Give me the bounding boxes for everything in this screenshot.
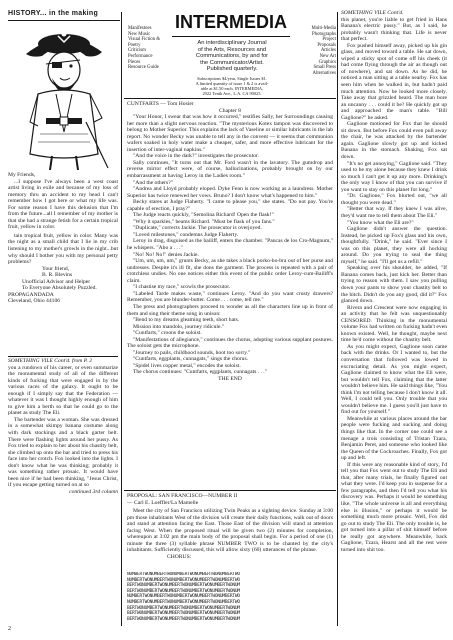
story-end: THE END <box>218 375 242 382</box>
story-paragraph: Mission into mandolo, journey ridicule." <box>133 323 225 330</box>
masthead-title: INTERMEDIA <box>175 12 287 32</box>
letter-greeting: My Friends, <box>8 172 36 178</box>
story-paragraph: "Why it sparkles," beams Richard. "Must be flask of you fans." <box>133 218 275 225</box>
right-paragraph: "Better that way. If they knew I was alive, they'd want me to tell them about The Eli." <box>341 206 447 219</box>
letter-block <box>8 172 118 305</box>
story-paragraph: "Your Honor, I swear that was how it occurred," testifies Sally, her Surroundings causing her more than a slight nervous reaction. "The mysterious Kotex tampon was discovered to belong to Mother Superior. This explains the lack of Vaseline or similar lubricants in the lab report. No wonder Becky was unable to tell any in the convent — it seems that communion wafers soaked in holy water make a cheaper, safer, and more effective lubricant for the insertion of inter-vaginal napkins." <box>127 114 333 153</box>
story-paragraph: "Cuntfarts," croons the soloist. <box>133 330 202 337</box>
right-paragraph: Gaglione motioned for Fox that he should sit down. But before Fox could even pull away the chair, he was attacked by the bartender again. Gaglione slowly got up and kicked Banana in the stomach. Shaking, Fox sat down. <box>341 121 447 161</box>
subtitle-line: Communications, by and for <box>195 53 269 60</box>
masthead-left-item: Performance <box>128 53 153 59</box>
letter-location: Cleveland, Ohio 44106 <box>8 298 61 305</box>
history-underline <box>8 20 120 21</box>
letter-title-2: To Everyone Absolutely Puzzled. <box>22 285 97 292</box>
letter-signature: B. R. Blevins <box>42 272 73 279</box>
subtitle-line: the Communicator/Artist. <box>200 59 264 66</box>
right-paragraph: As you might expect, Gaglione soon came back with the drinks. Or I wanted to, but the conversation that followed was lowed in excruciating detail. As you might expect, Gaglione claimed to know what the Eli were, but wouldn't tell Fox, claiming that the latter wouldn't believe him. He said things like, "You think I'm not telling because I don't know it all. Well, I could tell you. Only trouble that you wouldn't believe me. I guess you'll just have to find out for yourself." <box>341 343 447 416</box>
chorus-line: NUMBERTWONUMBERTWONUMBERTWONUMBERTWONUMBERTWO <box>127 594 240 600</box>
masthead-right-item: Articles <box>320 48 336 54</box>
story-paragraph: "I chastise my race," scowls the prosecutor. <box>133 284 231 291</box>
chorus-lines <box>127 572 333 622</box>
masthead-bottom-rule <box>124 98 336 99</box>
right-paragraph: Rivera and Crescent were now engaging in an activity that he felt was unquestionably CENSORED. Thinking in the monumental volume Fox had written on fucking hadn't even known existed. Well, he thought, maybe next time he'd come without the chastity belt. <box>341 304 447 344</box>
right-paragraph: "It's no get annoying," Gaglione said. "They used to be my alone because they knew I drink so much I can't get it up any more. Drinking's the only way I know of that you can survive if you want to stay on this planet for long." <box>341 160 447 193</box>
vile-right-column <box>341 10 447 553</box>
chorus-line: NUMBERTWONUMBERTWONUMBERTWONUMBERTWONUMBERTWO <box>127 572 240 577</box>
chorus-line: NUMBERTWONUMBERTWONUMBERTWONUMBERTWONUMBERTWO <box>127 599 240 605</box>
proposal-byline: — Carl E. Loeffler/La Mamelle <box>127 499 199 506</box>
right-paragraph: Meanwhile at various places around the bar people were fucking and sucking and doing things like that. In the corner one could see a menage a trois consisting of Tristan Tzara, Benjamin Peret, and someone who looked like the Queen of the Cockroaches. Finally, Fox got up and left. <box>341 415 447 462</box>
masthead-left-list <box>128 26 176 71</box>
story-paragraph: The Judge reacts quickly, "Semolina Richard! Open the flask!" <box>133 212 274 219</box>
chorus-label: CHORUS: <box>167 553 192 560</box>
masthead-left-item: Visual Fiction & <box>128 37 160 43</box>
story-paragraph: The press and photographers proceed to wonder as all the characters line up in front of them and sing their theme song in unison: <box>127 303 333 317</box>
story-paragraph: "Cuntfarts, eggplants, cunnagats," sings the chorus. <box>133 356 249 363</box>
subscription-line: 2922 Tenth Ave., L.A. CA 90025. <box>202 91 262 96</box>
proposal-heading: PROPOSAL: SAN FRANCISCO—NUMBER II <box>127 493 238 499</box>
story-chapter: Chapter 8 <box>219 107 241 114</box>
story-paragraph: Sally continues, "It turns out that Mr. Ford wasn't in the lavatory. The gumdrop and reverse mirror effect were, of course, hallucinations, probably brought on by our embarrassment at having Leroy in the Ladies room." <box>127 159 333 180</box>
right-paragraph: this planet, you're liable to get fried in Hans Banana's electric pussy." But, as I said, he probably wasn't thinking that. Life is never that perfect. <box>341 16 447 43</box>
proposal-paragraph: Meet the city of San Francisco utilizing Twin Peaks as a sighting device. Sunday at 3:00 pm those inhabitants West of the division will create their daily functions, walk out of doors and stand at attention facing the East. Those East of the division will stand at attention facing West. When the proposed ritual will be given two (2) minutes for completion, whereupon at 3:02 pm the main body of the proposal shall begin. For a period of one (1) minute the three (3) syllable phrase NUMBER TWO is to be chanted by the city's inhabitants. Sufficiently discussed, this will allow sixty (60) utterances of the phrase. <box>127 508 333 554</box>
right-heading: SOMETHING VILE Cont'd. <box>341 10 404 16</box>
story-paragraph: "No! No! No!" denies Jackie. <box>133 251 199 258</box>
story-heading: CUNTFARTS — Tom Hosier <box>127 101 194 107</box>
subtitle-line: of the Arts, Resources and <box>197 46 267 53</box>
story-paragraph: "And the others?" <box>133 179 173 186</box>
letter-closing: Your friend, <box>42 265 70 272</box>
letter-org: PROPAGANDADA <box>8 291 54 298</box>
subscription-line: A limited quantity of issue 1 & 2 is avail- <box>195 81 269 86</box>
vile-continued-heading: SOMETHING VILE Cont'd. from P. 2 <box>8 358 93 364</box>
masthead-left-item: Manifestoes <box>128 26 152 31</box>
story-paragraph: "And the voice in the dark?" investigates the prosecutor. <box>133 153 259 160</box>
subscription-line: Subscriptions $4/year, Single Issues $1. <box>197 76 267 81</box>
story-paragraph: "Bend to my dreams gleaming teeth, short hats. <box>133 317 240 324</box>
masthead-subscription <box>176 76 288 96</box>
masthead-left-item: Pieces <box>128 59 141 65</box>
pirate-illustration <box>16 22 112 170</box>
story-paragraph: "Um, um, um, um," grunts Becky, as she takes a black porko-bo-bra out of her purse and undresses. Despite it's ill fit, she dons the garment. The process is repeated with a pair of crotchless undies. No one notices either this event of the public order Leroy-cum-Bailiff's claim. <box>127 258 333 284</box>
story-paragraph: Leroy in drag, disguised as the bailiff, enters the chamber. "Pancas de los Cro-Magnum," he whispers. "Abo a . . ." <box>127 238 333 252</box>
right-paragraph: "You know what the Eli are?" <box>347 219 414 226</box>
cuntfarts-story <box>127 101 333 383</box>
story-paragraph: Becky stares at Judge Flaherty. "I came to please you," she states. "Do not pay. You're capable of erection, I pray?" <box>127 199 333 212</box>
left-column-divider <box>121 12 122 626</box>
subtitle-line: Published quarterly. <box>206 66 258 73</box>
story-paragraph: The chorus continues: "Cuntfarts, eggplants, cunnagats . . ." <box>133 369 267 376</box>
story-paragraph: "Manifestations of allegiance," continues the chorus, adopting various supplant postures. The soloist gets the microphone. <box>127 336 333 350</box>
right-paragraph: Gaglione didn't answer the question. Instead, he picked up Fox's glass and his own, thoughtfully. "Drink," he said. "Ever since I was on this planet, they were all hocking around. Do you trying to seal the thing myself," he said. "I'll get us a refill." <box>341 226 447 265</box>
chorus-line: BERTWONUMBERTWONUMBERTWONUMBERTWONUMBERTWONUM <box>127 605 240 611</box>
story-paragraph: "Journey to pails, childhood sounds, hoot too sorry." <box>133 349 251 356</box>
chorus-line: BERTWONUMBERTWONUMBERTWONUMBERTWONUMBERTWONUM <box>127 588 240 594</box>
chorus-line: BERTWONUMBERTWONUMBERTWONUMBERTWONUMBERTWONUM <box>127 616 240 622</box>
masthead-right-item: New Art <box>319 53 336 59</box>
pirate-drawing-icon <box>16 22 112 170</box>
chorus-line: NUMBERTWONUMBERTWONUMBERTWONUMBERTWONUMBERTWO <box>127 577 240 583</box>
right-paragraph: Fox pushed himself away, picked up his gin glass, and moved toward a table. He sat down, wiped a sticky spot of come off his cheek (it had come flying through the air as though out of nowhere), and sat down. As he did, he noticed a man sitting at a table nearby. Fox has seen him when he walked in, but hadn't paid much attention. Now he looked more closely. Take away that grizzled beard. The man bore an uncanny . . . could it be? He quickly got up and approached the man's table. "Bill Gaglione?" he asked. <box>341 42 447 121</box>
story-paragraph: "Spidel lives copper metal," encodes the soloist. <box>133 362 241 369</box>
subscription-line: able at $1.50 each. INTERMEDIA, <box>200 86 264 91</box>
right-paragraph: Speaking over his shoulder, he added, "If Banana comes back, just kick her. Better than trying to reason with them. I saw you pulling down your pants to show your chastity belt to the bitch. Didn't do you any good, did it?" Fox glanced down. <box>341 265 447 305</box>
continued-note: continued 3rd column <box>69 488 118 495</box>
masthead-left-item: Resource Guide <box>128 65 159 71</box>
masthead-subtitle <box>176 40 288 73</box>
subtitle-line: An interdisciplinary Journal <box>197 40 267 46</box>
vile-paragraph: The bartender was a woman. She was dressed in a somewhat skimpy banana costume along with dark stockings and a black garter belt. There were flashing lights around her pussy. As Fox tried to explain to her about his chastity belt, she climbed up onto the bar and tried to press his face into her crotch. Fox looked into the lights. I don't know what he was thinking; probably it was something rather prosaic. It would have been nice if he had been thinking, "Jesus Christ, if you escape getting turned on at so <box>8 416 118 489</box>
proposal-divider <box>124 490 336 491</box>
chorus-line: BERTWONUMBERTWONUMBERTWONUMBERTWONUMBERTWONUM <box>127 583 240 589</box>
masthead-right-item: Graphics <box>318 59 336 65</box>
masthead-right-item: Photographs <box>312 31 336 37</box>
right-paragraph: If this were any reasonable kind of story, I'd tell you that Fox went out to study The Eli and that, after many trials, he finally figured out what they were. I'd keep you in suspense for a few paragraphs, and then I'd tell you what his discovery was. Perhaps it would be something like, "The whole universe is all and everything else is illusion," or perhaps it would be something much more prosaic. Well, Fox did go out to study The Eli. The only trouble is, he got turned into a pillar of shit himself before he really got anywhere. Meanwhile, back Gaglione, Tzara, Hearst and all the rest were turned into shit too. <box>341 461 447 553</box>
masthead-right-item: Multi-Media <box>311 26 336 31</box>
masthead-right-item: Alternatives <box>312 70 336 76</box>
masthead-right-item: Small Press <box>313 65 336 71</box>
masthead-left-item: Criticism <box>128 48 146 54</box>
story-paragraph: "Andrea and Lloyd probably eloped. Dyke Fenn is now working as a laundress. Mother Superior has twice renewed her vows. Bruno? I don't know what's happened to him." <box>127 186 333 199</box>
right-column-divider <box>337 12 338 626</box>
right-paragraph: "Dr. Gaglione," Fox blurted out, "we all thought you were dead." <box>341 193 447 206</box>
chorus-line: BERTWONUMBERTWONUMBERTWONUMBERTWONUMBERTWONUM <box>127 611 240 617</box>
vile-paragraph: you a rundown of his career, or even summarize the monumental study of all of the different kinds of fucking that were engaged in by the various races of the galaxy. It ought to be enough if I simply say that the Federation — whatever it was I thought highly enough of him to give him a berth so that he could go to the planet as study The Eli. <box>8 364 118 417</box>
masthead-right-item: Proposals <box>317 42 336 48</box>
page-number: 2 <box>8 626 11 632</box>
letter-paragraph: tain tropical fruit, yellow in color. Many was the night as a small child that I lie in my crib listening to my mother's growls in the night...but why should I bother you with my personal petty problems? <box>8 232 118 266</box>
masthead-left-item: New Music <box>128 31 151 37</box>
masthead-right-list <box>292 26 336 76</box>
story-paragraph: "Loved milestones," condemns Judge Flaherty. <box>133 231 239 238</box>
story-paragraph: "Labeled Tarde makes waste," continues Leroy. "And do you want crusty drawers? Remember, you are blunder-butter. Come . . . come, tell me." <box>127 290 333 304</box>
proposal-block <box>127 493 333 560</box>
vile-continued-block <box>8 358 118 495</box>
masthead-right-item: Project <box>322 37 336 43</box>
masthead-title-box <box>172 10 290 37</box>
masthead-left-item: Poetry <box>128 42 141 48</box>
letter-paragraph: ...I suppose I've always been a west coast artist living in exile and because of my loss of memory thru an accident to my head I can't remember how I got here or what my life was. For some reason I have this delusion that I'm from the future...all I remember of my mother is that she had a strange fetish for a certain tropical fruit, yellow in color. <box>8 178 118 231</box>
story-paragraph: "Duplicate," corrects Jackie. The prosecutor is overjoyed. <box>133 225 262 232</box>
history-heading: HISTORY... in the making <box>8 10 99 17</box>
letter-title: Unofficial Advisor and Helper <box>22 278 91 285</box>
section-divider <box>8 356 118 357</box>
